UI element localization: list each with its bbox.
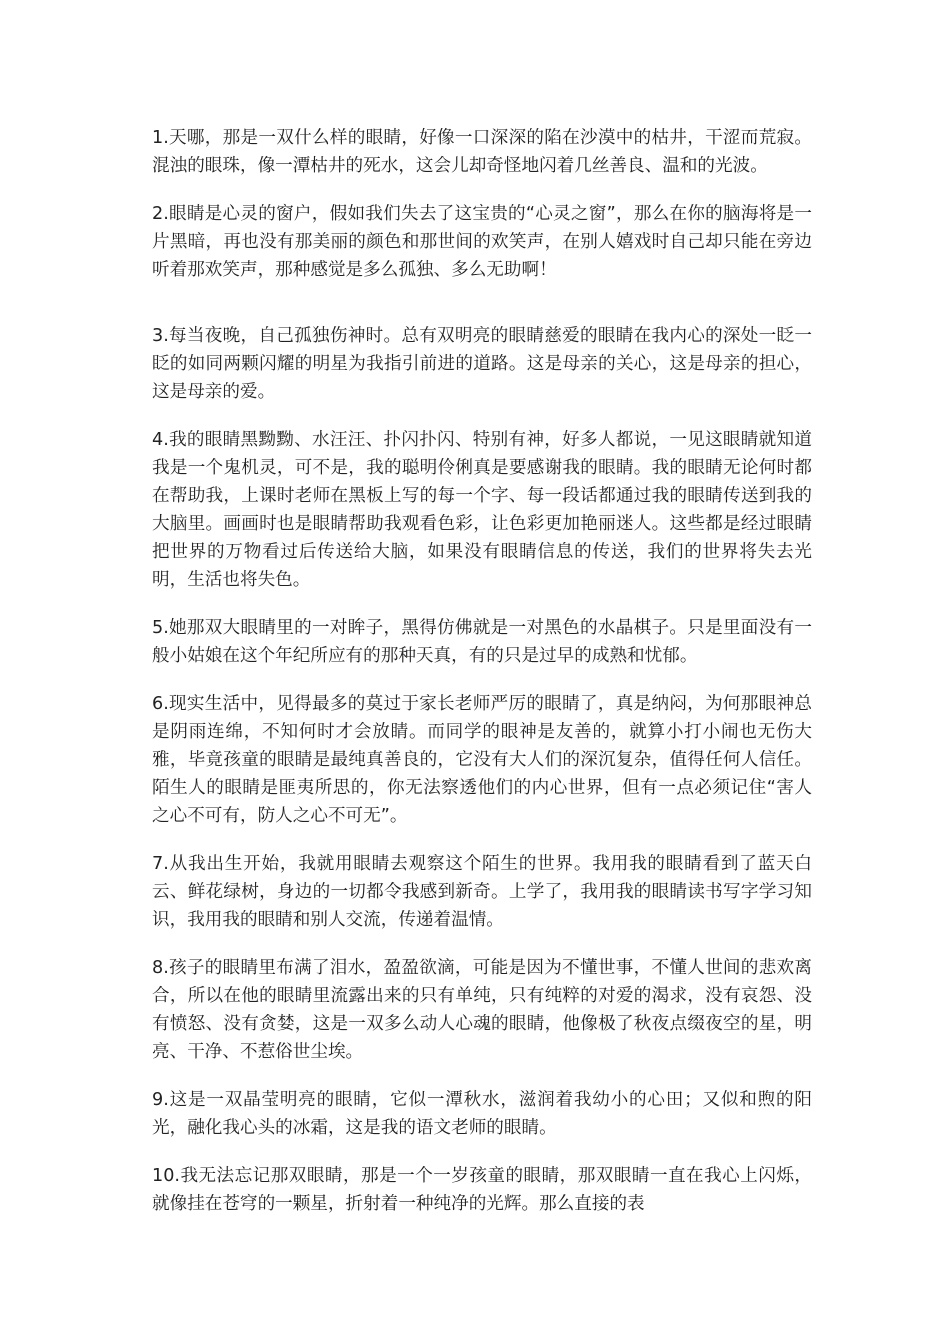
paragraph-1: 1.天哪，那是一双什么样的眼睛，好像一口深深的陷在沙漠中的枯井，干涩而荒寂。混浊的眼珠，像一潭枯井的死水，这会儿却奇怪地闪着几丝善良、温和的光波。 [152, 128, 812, 176]
paragraph-8: 8.孩子的眼睛里布满了泪水，盈盈欲滴，可能是因为不懂世事，不懂人世间的悲欢离合，所以在他的眼睛里流露出来的只有单纯，只有纯粹的对爱的渴求，没有哀怨、没有愤怒、没有贪婪，这是一双多么动人心魂的眼睛，他像极了秋夜点缀夜空的星，明亮、干净、不惹俗世尘埃。 [152, 958, 812, 1062]
paragraph-7: 7.从我出生开始，我就用眼睛去观察这个陌生的世界。我用我的眼睛看到了蓝天白云、鲜花绿树，身边的一切都令我感到新奇。上学了，我用我的眼睛读书写字学习知识，我用我的眼睛和别人交流，传递着温情。 [152, 854, 812, 930]
paragraph-9: 9.这是一双晶莹明亮的眼睛，它似一潭秋水，滋润着我幼小的心田；又似和煦的阳光，融化我心头的冰霜，这是我的语文老师的眼睛。 [152, 1090, 812, 1138]
paragraph-3: 3.每当夜晚，自己孤独伤神时。总有双明亮的眼睛慈爱的眼睛在我内心的深处一眨一眨的如同两颗闪耀的明星为我指引前进的道路。这是母亲的关心，这是母亲的担心，这是母亲的爱。 [152, 326, 812, 402]
paragraph-4: 4.我的眼睛黑黝黝、水汪汪、扑闪扑闪、特别有神，好多人都说，一见这眼睛就知道我是一个鬼机灵，可不是，我的聪明伶俐真是要感谢我的眼睛。我的眼睛无论何时都在帮助我，上课时老师在黑板上写的每一个字、每一段话都通过我的眼睛传送到我的大脑里。画画时也是眼睛帮助我观看色彩，让色彩更加艳丽迷人。这些都是经过眼睛把世界的万物看过后传送给大脑，如果没有眼睛信息的传送，我们的世界将失去光明，生活也将失色。 [152, 430, 812, 590]
paragraph-2: 2.眼睛是心灵的窗户，假如我们失去了这宝贵的“心灵之窗”，那么在你的脑海将是一片黑暗，再也没有那美丽的颜色和那世间的欢笑声，在别人嬉戏时自己却只能在旁边听着那欢笑声，那种感觉是多么孤独、多么无助啊！ [152, 204, 812, 280]
document-body [152, 124, 812, 1238]
paragraph-10: 10.我无法忘记那双眼睛，那是一个一岁孩童的眼睛，那双眼睛一直在我心上闪烁，就像挂在苍穹的一颗星，折射着一种纯净的光辉。那么直接的表 [152, 1166, 812, 1214]
paragraph-6: 6.现实生活中，见得最多的莫过于家长老师严厉的眼睛了，真是纳闷，为何那眼神总是阴雨连绵，不知何时才会放睛。而同学的眼神是友善的，就算小打小闹也无伤大雅，毕竟孩童的眼睛是最纯真善良的，它没有大人们的深沉复杂，值得任何人信任。陌生人的眼睛是匪夷所思的，你无法察透他们的内心世界，但有一点必须记住“害人之心不可有，防人之心不可无”。 [152, 694, 812, 826]
paragraph-5: 5.她那双大眼睛里的一对眸子，黑得仿佛就是一对黑色的水晶棋子。只是里面没有一般小姑娘在这个年纪所应有的那种天真，有的只是过早的成熟和忧郁。 [152, 618, 812, 666]
